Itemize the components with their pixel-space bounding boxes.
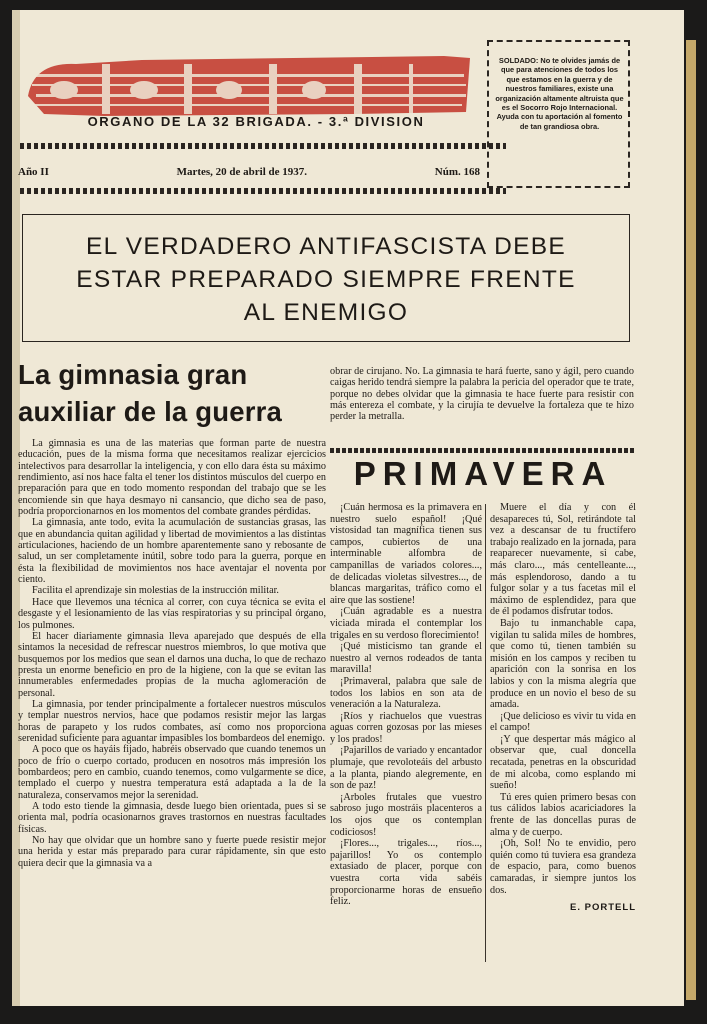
poem-paragraph: ¡Oh, Sol! No te envidio, pero quién como tú tuviera esa grandeza de espacio, para, como buenos camaradas, ir siempre juntos los dos. xyxy=(490,838,636,896)
column-divider xyxy=(485,504,486,962)
poem-paragraph: Muere el día y con él desapareces tú, Sol, retirándote tal vez a descansar de tu fructífero trabajo realizado en la jornada, para reaparecer nuevamente, si cabe, más claro..., más centelleante..., más esplendoroso, dando a tu fulgor solar y a tus facetas mil el máximo de esplendidez, para que de él podamos disfrutar todos. xyxy=(490,502,636,618)
poem-paragraph: ¡Cuán hermosa es la primavera en nuestro suelo español! ¡Qué vistosidad tan magnífica tienen sus campos, cubiertos de una interminable alfombra de campanillas de variados colores..., de delicadas violetas silvestres..., de blancas margaritas, tráfico como el aire que las sostiene! xyxy=(330,502,482,606)
article-title-line-1: La gimnasia gran xyxy=(18,359,248,390)
poem-paragraph: ¡Flores..., trigales..., ríos..., pajarillos! Yo os contemplo extasiado de placer, porque con vuestra corta vida sabéis proporcionarme horas de ensueño feliz. xyxy=(330,838,482,908)
poem-author: E. PORTELL xyxy=(570,902,636,914)
article-paragraph: A todo esto tiende la gimnasia, desde luego bien orientada, pues si se orienta mal, podría ocasionarnos graves trastornos en nuestras facultades físicas. xyxy=(18,801,326,835)
poem-column-1 xyxy=(330,502,482,908)
headline-line-1: EL VERDADERO ANTIFASCISTA DEBE xyxy=(85,233,567,260)
article-body xyxy=(18,438,326,869)
ornamental-rule-bottom xyxy=(20,188,506,194)
article-paragraph: La gimnasia, ante todo, evita la acumulación de sustancias grasas, las que en abundancia quitan agilidad y libertad de movimientos a las distintas articulaciones, haciendo de un hombre aparentemente sano y rebosante de salud, un ser completamente inútil, sobre todo para la guerra, porque en ésta la flexibilidad de movimientos nos hace aventajar el noventa por ciento. xyxy=(18,517,326,586)
poem-paragraph: ¡Que delicioso es vivir tu vida en el campo! xyxy=(490,710,636,734)
headline-box xyxy=(22,214,630,342)
poem-paragraph: Tú eres quien primero besas con tus cálidos labios acariciadores la frente de las doncellas puras de alma y de cuerpo. xyxy=(490,791,636,838)
issue-year: Año II xyxy=(18,166,49,178)
poem-paragraph: ¡Cuán agradable es a nuestra viciada mirada el contemplar los trigales en su verdoso florecimiento! xyxy=(330,606,482,641)
newspaper-page xyxy=(12,10,684,1006)
article-title-line-2: auxiliar de la guerra xyxy=(18,396,283,427)
poem-paragraph: ¡Qué misticismo tan grande el nuestro al vernos rodeados de tanta maravilla! xyxy=(330,641,482,676)
article-paragraph: La gimnasia, por tender principalmente a fortalecer nuestros músculos y templar nuestros nervios, hace que podamos resistir mejor las largas horas de parapeto y los rudos combates, así como nos proporciona serenidad suficiente para aguantar impasibles los bombardeos del enemigo. xyxy=(18,698,326,744)
headline-line-2: ESTAR PREPARADO SIEMPRE FRENTE xyxy=(76,266,576,293)
ornamental-rule-section xyxy=(330,448,636,453)
poem-paragraph: ¡Ríos y riachuelos que vuestras aguas corren gozosas por las mieses y los prados! xyxy=(330,710,482,745)
masthead-subtitle: ORGANO DE LA 32 BRIGADA. - 3.ª DIVISION xyxy=(87,114,425,129)
article-title xyxy=(18,356,328,430)
article-paragraph: El hacer diariamente gimnasia lleva aparejado que después de ella sintamos la necesidad de refrescar nuestros miembros, lo que motiva que busquemos por los medios que sean el darnos una ducha, lo que de rechazo presta un enorme beneficio en pro de la higiene, con la que se evitan las innumerables enfermedades propias de la mucha aglomeración de personal. xyxy=(18,630,326,699)
headline-line-3: AL ENEMIGO xyxy=(243,299,409,326)
binding-strip xyxy=(686,40,696,1000)
poem-paragraph: ¡Pajarillos de variado y encantador plumaje, que revoloteáis del arbusto a la planta, piando alegremente, en son de paz! xyxy=(330,745,483,792)
poem-paragraph: ¡Arboles frutales que vuestro sabroso jugo mostráis placenteros a los ojos que os contemplan codiciosos! xyxy=(330,791,482,838)
poem-column-2 xyxy=(490,502,636,914)
article-paragraph: A poco que os hayáis fijado, habréis observado que cuando tenemos un poco de frío o cuerpo cortado, producen en nosotros más impresión los bombardeos; pero en cambio, cuando tenemos, como vulgarmente se dice, templado el cuerpo y nuestra temperatura está adaptada a la de la naturaleza, conservamos mejor la serenidad. xyxy=(18,744,326,801)
article-paragraph: La gimnasia es una de las materias que forman parte de nuestra educación, pues de la misma forma que necesitamos realizar ejercicios intelectivos para desarrollar la inteligencia, y con ello dara ésta su máximo rendimiento, así nos hace falta el tener los distintos músculos del cuerpo en preparación para que en todo momento respondan del trabajo que se les encomiende sin que haya desmayo ni cansancio, que dicho sea de paso, podría proporcionarnos en los momentos del combate grandes pérdidas. xyxy=(18,438,326,518)
masthead-logo xyxy=(24,34,479,122)
poem-paragraph: ¡Primaveral, palabra que sale de todos los labios en son ata de veneración a la Naturaleza. xyxy=(330,675,482,711)
notice-box: SOLDADO: No te olvides jamás de que para atenciones de todos los que estamos en la guerra y de nuestros familiares, existe una organización altamente altruista que es el Socorro Rojo Internacional. Ayuda con tu aportación al fomento de tan grandiosa obra. xyxy=(487,40,630,188)
issue-number: Núm. 168 xyxy=(434,166,480,178)
article-continuation-text: obrar de cirujano. No. La gimnasia te hará fuerte, sano y ágil, pero cuando caigas herido tendrá siempre la palabra la pericia del operador que te trate, porque no debes olvidar que la gimnasia te hace fuerte para resistir con más entereza el combate, y la cirujía te devuelve la fortaleza que te hizo perder la metralla. xyxy=(330,366,634,423)
poem-title: PRIMAVERA xyxy=(353,455,613,492)
article-paragraph: Facilita el aprendizaje sin molestias de la instrucción militar. xyxy=(32,585,279,597)
ornamental-rule-top xyxy=(20,143,506,149)
issue-date: Martes, 20 de abril de 1937. xyxy=(176,166,308,178)
dateline xyxy=(18,166,480,180)
poem-paragraph: ¡Y que despertar más mágico al observar que, cual doncella recatada, penetras en la obscuridad de mi alcoba, como esplando mi sueño! xyxy=(490,733,636,792)
article-continuation xyxy=(330,366,634,423)
article-paragraph: No hay que olvidar que un hombre sano y fuerte puede resistir mejor una herida y estar más preparado para curar rápidamente, sin que esto quiera decir que la gimnasia va a xyxy=(18,835,326,869)
article-paragraph: Hace que llevemos una técnica al correr, con cuya técnica se evita el desgaste y el lesionamiento de las vías respiratorias y su principal órgano, los pulmones. xyxy=(18,596,326,631)
poem-paragraph: Bajo tu inmanchable capa, vigilan tu salida miles de hombres, que como tú, tienen también su misión en los campos y reciben tu aparición con la sonrisa en los labios y con la misma alegría que produce en un novio el beso de su amada. xyxy=(490,617,636,711)
